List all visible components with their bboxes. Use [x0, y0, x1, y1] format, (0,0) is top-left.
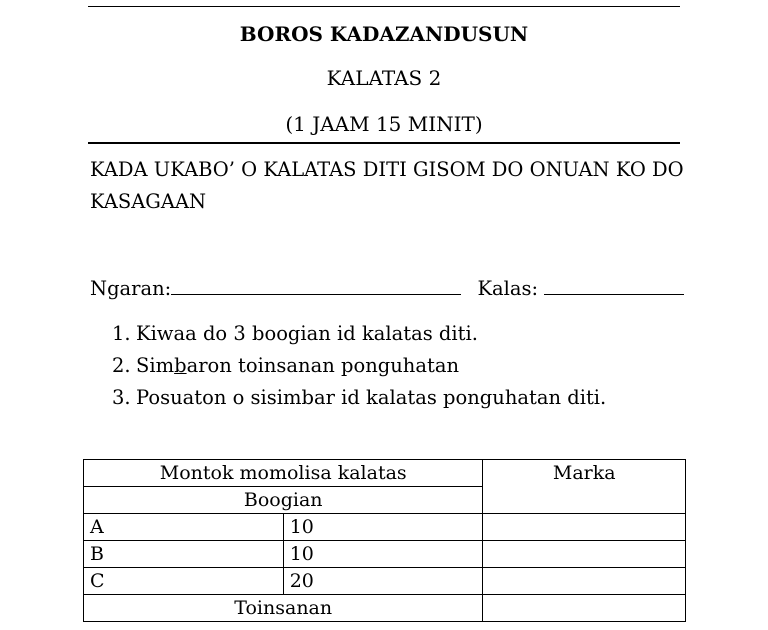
table-header-row	[84, 460, 686, 487]
paper-number: KALATAS 2	[326, 66, 442, 90]
total-score-cell[interactable]	[483, 595, 686, 622]
rule-text-underlined: b	[174, 354, 187, 377]
rule-number: 1.	[112, 322, 131, 345]
exam-rules-list	[112, 318, 606, 414]
rule-text-start: Sim	[136, 354, 175, 377]
student-details-row	[90, 276, 684, 300]
rule-text: Kiwaa do 3 boogian id kalatas diti.	[136, 322, 478, 345]
section-score-cell[interactable]	[483, 514, 686, 541]
rule-text: Posuaton o sisimbar id kalatas ponguhatan diti.	[136, 386, 607, 409]
rule-item	[112, 318, 606, 350]
section-max-marks: 20	[283, 568, 483, 595]
class-label: Kalas:	[477, 277, 539, 300]
table-total-row	[84, 595, 686, 622]
name-blank-line[interactable]	[171, 276, 461, 295]
instruction-line-1: KADA UKABO’ O KALATAS DITI GISOM DO ONUAN KO DO	[90, 158, 684, 181]
examiner-header: Montok momolisa kalatas	[84, 460, 483, 487]
section-score-cell[interactable]	[483, 541, 686, 568]
table-row	[84, 541, 686, 568]
instruction-line-2: KASAGAAN	[90, 190, 207, 213]
marks-header: Marka	[483, 460, 686, 514]
rule-number: 3.	[112, 386, 131, 409]
section-part: A	[84, 514, 284, 541]
section-header: Boogian	[84, 487, 483, 514]
exam-duration: (1 JAAM 15 MINIT)	[285, 112, 483, 136]
subject-title: BOROS KADAZANDUSUN	[239, 22, 529, 46]
class-blank-line[interactable]	[544, 276, 684, 295]
section-part: C	[84, 568, 284, 595]
table-row	[84, 514, 686, 541]
rule-item	[112, 382, 606, 414]
table-row	[84, 568, 686, 595]
section-max-marks: 10	[283, 541, 483, 568]
section-part: B	[84, 541, 284, 568]
rule-text-end: aron toinsanan ponguhatan	[186, 354, 459, 377]
total-label: Toinsanan	[84, 595, 483, 622]
rule-item	[112, 350, 606, 382]
rule-number: 2.	[112, 354, 131, 377]
top-rule	[88, 6, 680, 7]
header-divider	[88, 142, 680, 144]
section-score-cell[interactable]	[483, 568, 686, 595]
section-max-marks: 10	[283, 514, 483, 541]
marking-table	[83, 459, 686, 622]
name-label: Ngaran:	[90, 277, 172, 300]
